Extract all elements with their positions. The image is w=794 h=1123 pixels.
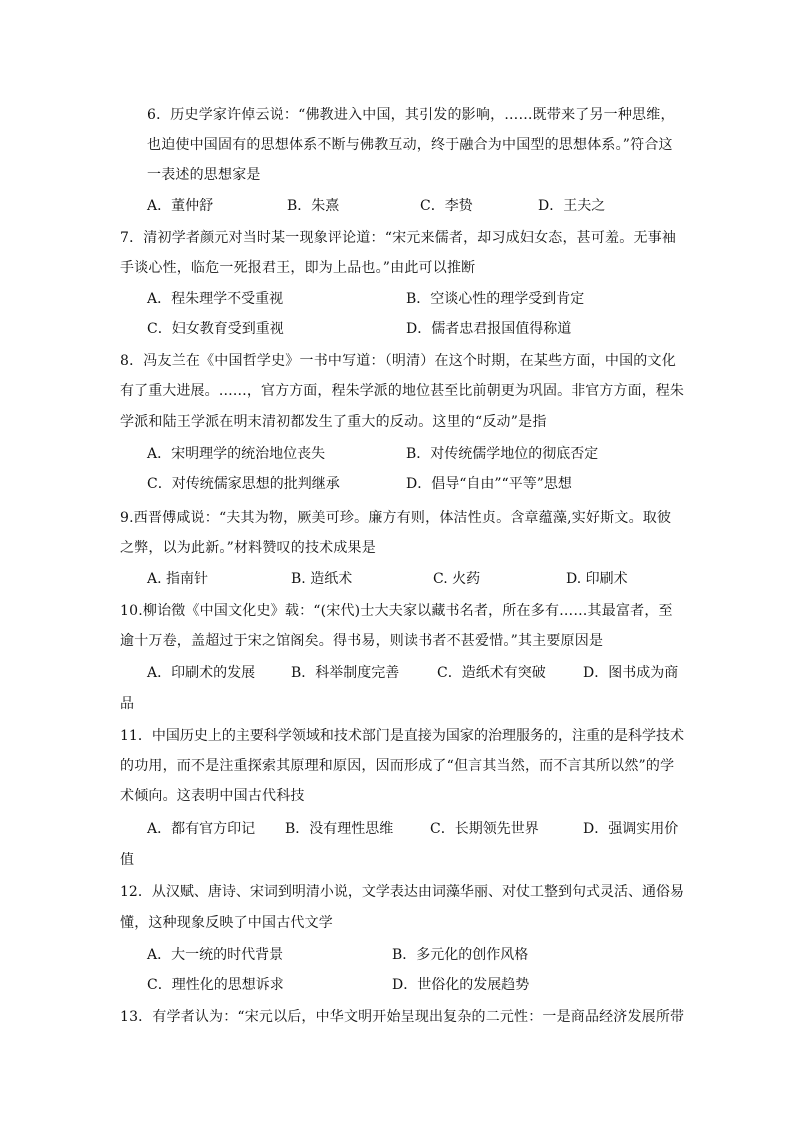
question-12-option-b: B．多元化的创作风格 bbox=[392, 947, 529, 963]
question-12-line-2: 懂，这种现象反映了中国古代文学 bbox=[120, 915, 333, 931]
question-11-option-c: C．长期领先世界 bbox=[430, 821, 539, 837]
question-8-line-3: 学派和陆王学派在明末清初都发生了重大的反动。这里的“反动”是指 bbox=[120, 414, 547, 430]
question-9-option-a: A. 指南针 bbox=[147, 571, 209, 587]
question-10-option-d-wrap: 品 bbox=[120, 696, 135, 712]
question-9-option-d: D. 印刷术 bbox=[566, 571, 628, 587]
question-6-option-a: A．董仲舒 bbox=[147, 198, 214, 214]
question-12-option-d: D．世俗化的发展趋势 bbox=[392, 977, 530, 993]
question-8-line-1: 8．冯友兰在《中国哲学史》一书中写道：（明清）在这个时期，在某些方面，中国的文化 bbox=[120, 353, 676, 369]
question-6-line-2: 也迫使中国固有的思想体系不断与佛教互动，终于融合为中国型的思想体系。”符合这 bbox=[147, 137, 673, 153]
question-11-line-3: 术倾向。这表明中国古代科技 bbox=[120, 788, 305, 804]
question-10-option-d: D．图书成为商 bbox=[583, 665, 679, 681]
question-11-option-d-wrap: 值 bbox=[120, 852, 135, 868]
question-6-option-c: C．李贽 bbox=[420, 198, 473, 214]
question-8-line-2: 有了重大进展。……，官方方面，程朱学派的地位甚至比前朝更为巩固。非官方方面，程朱 bbox=[120, 383, 684, 399]
question-6-option-b: B．朱熹 bbox=[287, 198, 340, 214]
question-7-option-b: B．空谈心性的理学受到肯定 bbox=[406, 291, 585, 307]
question-10-option-a: A．印刷术的发展 bbox=[147, 665, 256, 681]
question-6-line-1: 6．历史学家许倬云说：“佛教进入中国，其引发的影响，……既带来了另一种思维， bbox=[147, 107, 675, 123]
question-11-option-b: B．没有理性思维 bbox=[285, 821, 394, 837]
question-9-line-1: 9.西晋傅咸说：“夫其为物，厥美可珍。廉方有则，体洁性贞。含章蕴藻,实好斯文。取彼 bbox=[120, 510, 672, 526]
question-6-line-3: 一表述的思想家是 bbox=[147, 167, 261, 183]
question-11-line-2: 的功用，而不是注重探索其原理和原因，因而形成了“但言其当然，而不言其所以然”的学 bbox=[120, 758, 675, 774]
question-7-line-2: 手谈心性，临危一死报君王，即为上品也。”由此可以推断 bbox=[120, 260, 476, 276]
question-8-option-c: C．对传统儒家思想的批判继承 bbox=[147, 476, 340, 492]
question-12-line-1: 12．从汉赋、唐诗、宋词到明清小说，文学表达由词藻华丽、对仗工整到句式灵活、通俗易 bbox=[120, 884, 685, 900]
question-11-option-a: A．都有官方印记 bbox=[147, 821, 256, 837]
question-9-line-2: 之弊，以为此新。”材料赞叹的技术成果是 bbox=[120, 540, 376, 556]
question-11-line-1: 11．中国历史上的主要科学领域和技术部门是直接为国家的治理服务的，注重的是科学技术 bbox=[120, 728, 685, 744]
question-7-option-a: A．程朱理学不受重视 bbox=[147, 291, 284, 307]
question-10-option-b: B．科举制度完善 bbox=[291, 665, 400, 681]
question-8-option-a: A．宋明理学的统治地位丧失 bbox=[147, 446, 326, 462]
question-7-line-1: 7．清初学者颜元对当时某一现象评论道：“宋元来儒者，却习成妇女态，甚可羞。无事袖 bbox=[120, 230, 677, 246]
question-8-option-d: D．倡导“自由”“平等”思想 bbox=[406, 476, 572, 492]
question-10-option-c: C．造纸术有突破 bbox=[437, 665, 546, 681]
question-9-option-b: B. 造纸术 bbox=[291, 571, 353, 587]
question-11-option-d: D．强调实用价 bbox=[583, 821, 679, 837]
question-7-option-c: C．妇女教育受到重视 bbox=[147, 321, 284, 337]
question-10-line-1: 10.柳诒徵《中国文化史》载：“(宋代)士大夫家以藏书名者，所在多有……其最富者，至 bbox=[120, 603, 673, 619]
question-12-option-a: A．大一统的时代背景 bbox=[147, 947, 284, 963]
question-7-option-d: D．儒者忠君报国值得称道 bbox=[406, 321, 572, 337]
question-13-line-1: 13．有学者认为：“宋元以后，中华文明开始呈现出复杂的二元性：一是商品经济发展所带 bbox=[120, 1009, 685, 1025]
question-10-line-2: 逾十万卷，盖超过于宋之馆阁矣。得书易，则读书者不甚爱惜。”其主要原因是 bbox=[120, 633, 604, 649]
question-12-option-c: C．理性化的思想诉求 bbox=[147, 977, 284, 993]
question-6-option-d: D．王夫之 bbox=[538, 198, 606, 214]
question-9-option-c: C. 火药 bbox=[433, 571, 481, 587]
question-8-option-b: B．对传统儒学地位的彻底否定 bbox=[406, 446, 599, 462]
